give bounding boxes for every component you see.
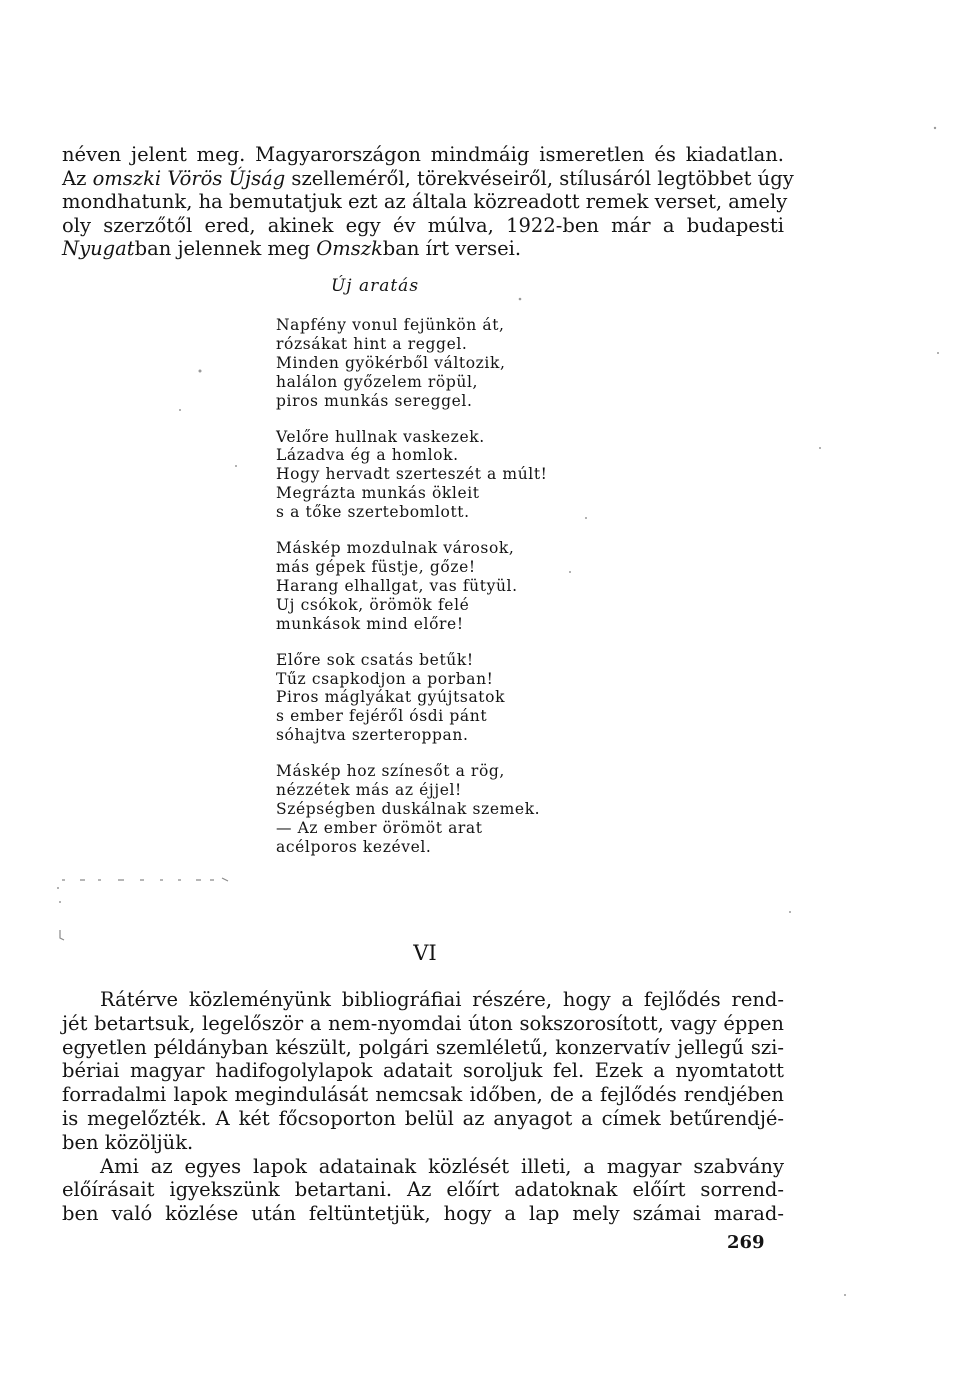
text-line: mondhatunk, ha bemutatjuk ezt az általa közreadott remek verset, amely (62, 190, 788, 214)
city-name: Omszk (316, 237, 383, 261)
poem-line: Tűz csapkodjon a porban! (276, 669, 494, 688)
journal-name: Nyugat (62, 237, 135, 261)
poem-line: más gépek füstje, gőze! (276, 557, 476, 576)
poem-line: rózsákat hint a reggel. (276, 334, 468, 353)
text-line: oly szerzőtől ered, akinek egy év múlva, 1922-ben már a budapesti (62, 213, 784, 237)
text-line: bériai magyar hadifogolylapok adatait soroljuk fel. Ezek a nyomtatott (62, 1059, 784, 1083)
text-line: is megelőzték. A két főcsoporton belül az anyagot a címek betűrendjé- (62, 1106, 784, 1130)
text-line: jét betartsuk, legelőször a nem-nyomdai úton sokszorosított, vagy éppen (62, 1011, 784, 1035)
text-line: Ami az egyes lapok adatainak közlését illeti, a magyar szabvány (100, 1154, 784, 1178)
poem-line: Szépségben duskálnak szemek. (276, 799, 541, 818)
poem-line: Előre sok csatás betűk! (276, 650, 474, 669)
poem-line: Máskép mozdulnak városok, (276, 539, 515, 558)
poem-line: Máskép hoz színesőt a rög, (276, 762, 505, 781)
text-line: ben közöljük. (62, 1130, 194, 1154)
poem-line: Minden gyökérből változik, (276, 353, 506, 372)
poem-line: Lázadva ég a homlok. (276, 446, 459, 465)
poem-line: nézzétek más az éjjel! (276, 781, 462, 800)
poem-line: — Az ember örömöt arat (276, 818, 483, 837)
text-line: Rátérve közleményünk bibliográfiai részére, hogy a fejlődés rend- (100, 988, 784, 1011)
poem-line: s a tőke szertebomlott. (276, 503, 470, 522)
poem-line: munkások mind előre! (276, 614, 464, 633)
newspaper-title: omszki Vörös Újság (92, 166, 286, 190)
poem-line: Hogy hervadt szerteszét a múlt! (276, 465, 548, 484)
poem-line: piros munkás sereggel. (276, 391, 473, 410)
poem-line: Uj csókok, örömök felé (276, 595, 470, 614)
text-line: előírásait igyekszünk betartani. Az előírt adatoknak előírt sorrend- (62, 1178, 784, 1202)
text-line: Nyugatban jelennek meg Omszkban írt versei. (62, 237, 522, 261)
poem-line: Megrázta munkás ökleit (276, 484, 480, 503)
section-heading: VI (413, 941, 437, 965)
poem-line: sóhajtva szerteroppan. (276, 726, 469, 745)
poem-line: Harang elhallgat, vas fütyül. (276, 576, 518, 595)
text-line: egyetlen példányban készült, polgári szemléletű, konzervatív jellegű szi- (62, 1035, 784, 1059)
text-line: néven jelent meg. Magyarországon mindmáig ismeretlen és kiadatlan. (62, 143, 784, 166)
poem-line: halálon győzelem röpül, (276, 372, 479, 391)
poem-line: Velőre hullnak vaskezek. (276, 427, 485, 446)
poem-line: s ember fejéről ósdi pánt (276, 707, 488, 726)
poem-title: Új aratás (330, 276, 420, 296)
text-line: ben való közlése után feltüntetjük, hogy a lap mely számai marad- (62, 1202, 784, 1226)
text-line: Az omszki Vörös Újság szelleméről, törekvéseiről, stílusáról legtöbbet úgy (62, 166, 794, 190)
poem-line: Piros máglyákat gyújtsatok (276, 688, 506, 707)
poem-line: Napfény vonul fejünkön át, (276, 316, 505, 334)
page-number: 269 (727, 1232, 765, 1253)
text-line: forradalmi lapok megindulását nemcsak időben, de a fejlődés rendjében (62, 1083, 784, 1107)
poem-line: acélporos kezével. (276, 837, 432, 856)
